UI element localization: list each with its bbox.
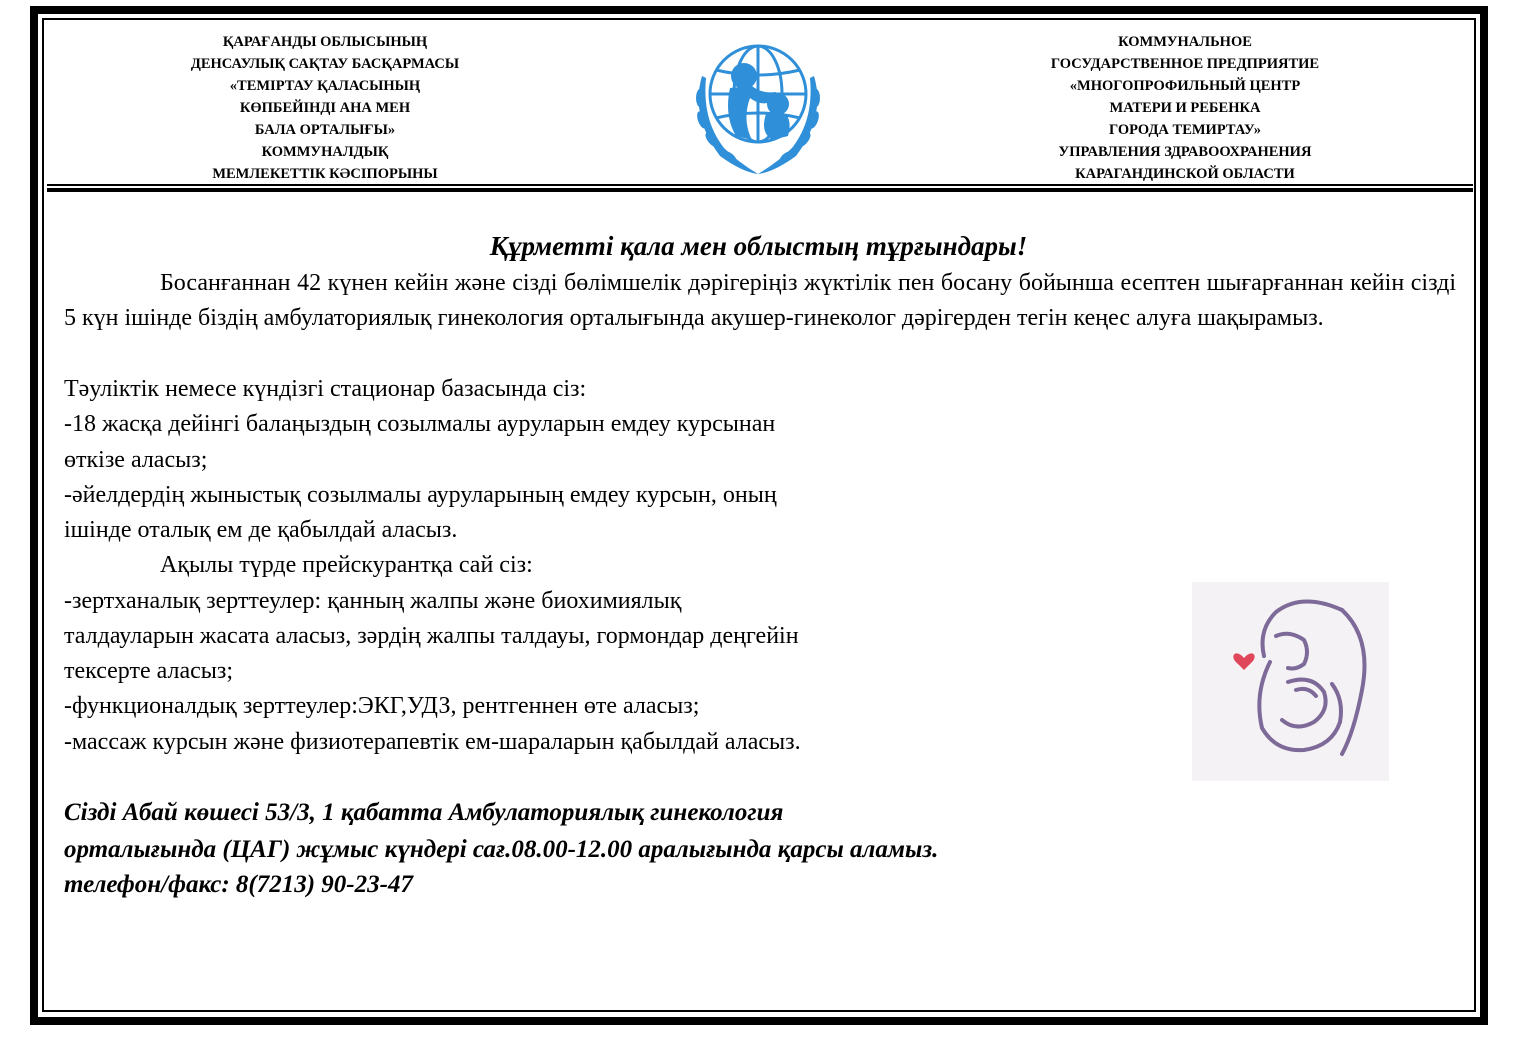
- body-line: -әйелдердің жыныстық созылмалы ауруларының емдеу курсын, оның: [64, 482, 777, 508]
- body-line: тексерте аласыз;: [64, 658, 234, 684]
- header-right-line: ГОСУДАРСТВЕННОЕ ПРЕДПРИЯТИЕ: [1050, 56, 1320, 72]
- body-line: -массаж курсын және физиотерапевтік ем-шараларын қабылдай аласыз.: [64, 729, 801, 755]
- header-right-line: КАРАГАНДИНСКОЙ ОБЛАСТИ: [1075, 166, 1295, 182]
- header-left-line: «ТЕМІРТАУ ҚАЛАСЫНЫҢ: [229, 78, 421, 94]
- body-line: Ақылы түрде прейскурантқа сай сіз:: [160, 552, 533, 578]
- body-line: -зертханалық зерттеулер: қанның жалпы және биохимиялық: [64, 588, 682, 614]
- header-right-line: КОММУНАЛЬНОЕ: [1118, 34, 1252, 50]
- page-title: Құрметті қала мен облыстың тұрғындары!: [489, 231, 1028, 261]
- body-line: талдауларын жасата аласыз, зәрдің жалпы талдауы, гормондар деңгейін: [64, 623, 799, 649]
- body-line: өткізе аласыз;: [64, 447, 208, 473]
- intro-paragraph: Босанғаннан 42 күнен кейін және сізді бөлімшелік дәрігеріңіз жүктілік пен босану бойынша есептен шығарғаннан кейін сізді 5 күн ішінде біздің амбулаториялық гинекология орталығында акушер-гинеколог дәрігерден тегін кеңес алуға шақырамыз.: [64, 270, 1456, 331]
- body-line: -функционалдық зерттеулер:ЭКГ,УДЗ, рентгеннен өте аласыз;: [64, 693, 700, 719]
- header-right-ru: [1010, 31, 1360, 185]
- header-divider-thin: [47, 184, 1473, 186]
- header-right-line: ГОРОДА ТЕМИРТАУ»: [1108, 122, 1261, 138]
- contact-line: орталығында (ЦАГ) жұмыс күндері сағ.08.00-12.00 аралығында қарсы аламыз.: [64, 836, 939, 863]
- header-right-line: «МНОГОПРОФИЛЬНЫЙ ЦЕНТР: [1069, 78, 1301, 94]
- contact-line: Сізді Абай көшесі 53/3, 1 қабатта Амбулаториялық гинекология: [64, 799, 784, 826]
- contact-phone: телефон/факс: 8(7213) 90-23-47: [64, 871, 413, 898]
- mother-baby-illustration-icon: [1192, 582, 1389, 781]
- header-left-line: ҚАРАҒАНДЫ ОБЛЫСЫНЫҢ: [222, 34, 428, 50]
- unicef-logo-icon: [680, 36, 836, 180]
- header-right-line: МАТЕРИ И РЕБЕНКА: [1109, 100, 1261, 116]
- body-line: Тәуліктік немесе күндізгі стационар базасында сіз:: [64, 376, 587, 402]
- header-left-kz: [150, 31, 500, 185]
- body-line: -18 жасқа дейінгі балаңыздың созылмалы ауруларын емдеу курсынан: [64, 411, 776, 437]
- header-divider-thick: [47, 188, 1473, 192]
- body-line: ішінде оталық ем де қабылдай аласыз.: [64, 517, 458, 543]
- header-left-line: ДЕНСАУЛЫҚ САҚТАУ БАСҚАРМАСЫ: [190, 56, 460, 72]
- header-left-line: БАЛА ОРТАЛЫҒЫ»: [254, 122, 396, 138]
- header-left-line: МЕМЛЕКЕТТІК КӘСІПОРЫНЫ: [212, 166, 438, 182]
- header-left-line: КОММУНАЛДЫҚ: [261, 144, 389, 160]
- header-right-line: УПРАВЛЕНИЯ ЗДРАВООХРАНЕНИЯ: [1058, 144, 1312, 160]
- header-left-line: КӨПБЕЙІНДІ АНА МЕН: [239, 100, 411, 116]
